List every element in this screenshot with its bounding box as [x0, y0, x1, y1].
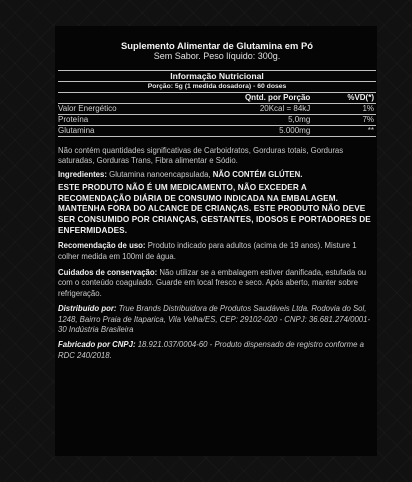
distributor-info	[58, 304, 376, 335]
nutrition-table-heading-row	[58, 71, 376, 82]
nutrient-quantity: 5.000mg	[179, 126, 312, 137]
usage-recommendation	[58, 241, 376, 262]
column-header-quantity: Qntd. por Porção	[179, 93, 312, 104]
care-text: Não utilizar se a embalagem estiver danificada, estufada ou com o conteúdo coagulado. Guarde em local fresco e seco. Após aberto, manter sobre refrigeração.	[58, 268, 367, 298]
column-header-vd: %VD(*)	[312, 93, 376, 104]
portion-text: Porção: 5g (1 medida dosadora) - 60 doses	[58, 82, 376, 93]
column-header-row	[58, 93, 376, 104]
portion-row	[58, 82, 376, 93]
nutrient-vd: 7%	[312, 115, 376, 126]
distributor-text: True Brands Distribuidora de Produtos Saudáveis Ltda. Rodovia do Sol, 1248, Bairro Praia de Itaparica, Vila Velha/ES, CEP: 29102-020 - CNPJ: 36.681.274/0001-30 Indústria Brasileira	[58, 304, 371, 335]
usage-label: Recomendação de uso:	[58, 241, 146, 251]
ingredients-text: Glutamina nanoencapsulada,	[106, 169, 213, 179]
care-label: Cuidados de conservação:	[58, 268, 158, 277]
table-row	[58, 115, 376, 126]
ingredients-label: Ingredientes:	[58, 169, 107, 179]
nutrient-quantity: 5,0mg	[179, 115, 312, 126]
warning-text: ESTE PRODUTO NÃO É UM MEDICAMENTO, NÃO EXCEDER A RECOMENDAÇÃO DIÁRIA DE CONSUMO INDICADA NA EMBALAGEM. MANTENHA FORA DO ALCANCE DE CRIANÇAS. ESTE PRODUTO NÃO DEVE SER CONSUMIDO POR CRIANÇAS, GESTANTES, IDOSOS E PORTADORES DE ENFERMIDADES.	[58, 183, 371, 235]
nutrient-vd: **	[312, 126, 376, 137]
nutrient-quantity: 20Kcal = 84kJ	[179, 104, 312, 115]
label-content	[58, 40, 376, 361]
nutrition-table-heading: Informação Nutricional	[58, 71, 376, 82]
nutrient-vd: 1%	[312, 104, 376, 115]
manufacturer-info	[58, 340, 376, 361]
ingredients	[58, 170, 376, 180]
nutrient-name: Glutamina	[58, 126, 179, 137]
usage-text: Produto indicado para adultos (acima de 19 anos). Misture 1 colher medida em 100ml de água.	[58, 241, 357, 261]
storage-care	[58, 268, 376, 299]
nutrient-name: Proteína	[58, 115, 179, 126]
distributor-label: Distribuído por:	[58, 304, 117, 314]
table-row	[58, 126, 376, 137]
nutrition-table	[58, 70, 376, 137]
product-subtitle: Sem Sabor. Peso líquido: 300g.	[153, 51, 281, 61]
column-header-nutrient	[58, 93, 179, 104]
gluten-statement: NÃO CONTÉM GLÚTEN.	[212, 169, 303, 179]
nutrient-name: Valor Energético	[58, 104, 179, 115]
manufacturer-label: Fabricado por CNPJ:	[58, 340, 136, 350]
product-title: Suplemento Alimentar de Glutamina em Pó	[121, 40, 313, 51]
manufacturer-text: 18.921.037/0004-60 - Produto dispensado de registro conforme a RDC 240/2018.	[58, 340, 364, 360]
table-row	[58, 104, 376, 115]
not-significant-note: Não contém quantidades significativas de Carboidratos, Gorduras totais, Gorduras saturadas, Gorduras Trans, Fibra alimentar e Sódio.	[58, 146, 344, 166]
